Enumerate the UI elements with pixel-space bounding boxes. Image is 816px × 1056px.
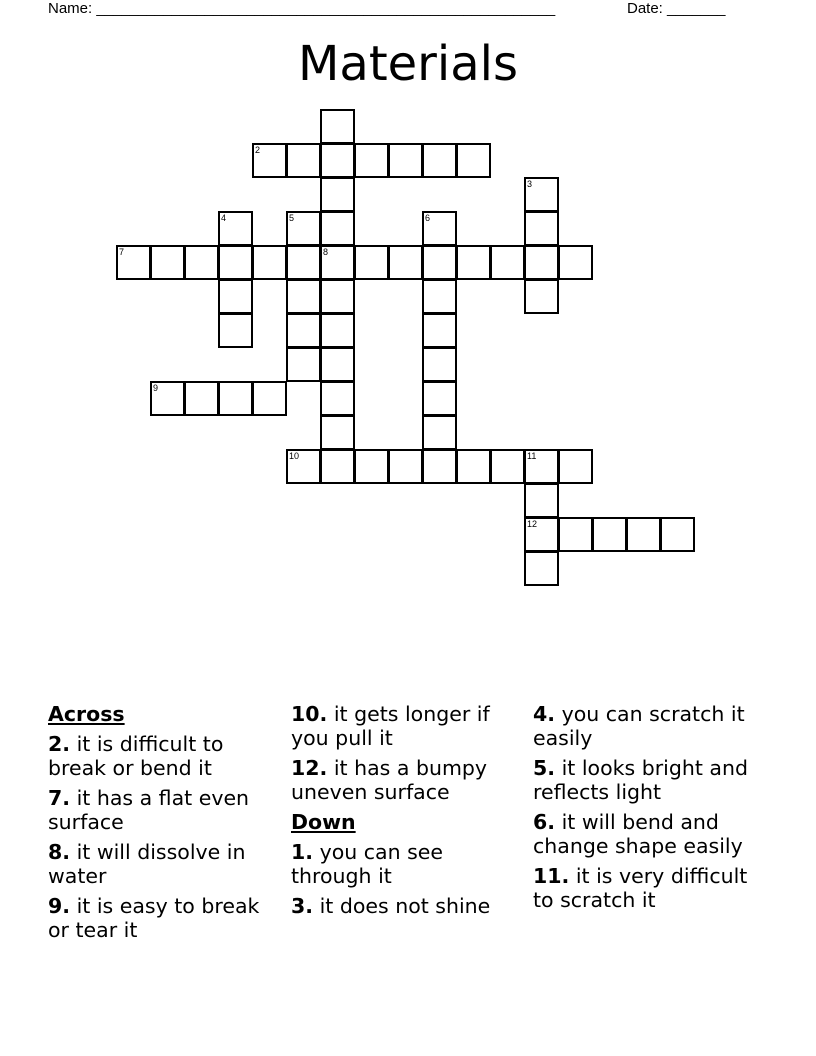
grid-cell[interactable] xyxy=(558,245,593,280)
grid-cell[interactable] xyxy=(320,415,355,450)
grid-cell-7[interactable] xyxy=(116,245,151,280)
grid-cell-11[interactable] xyxy=(524,449,559,484)
grid-cell[interactable] xyxy=(422,347,457,382)
grid-cell[interactable] xyxy=(388,143,423,178)
clue-down-1 xyxy=(291,840,523,888)
grid-cell[interactable] xyxy=(320,347,355,382)
grid-cell[interactable] xyxy=(286,313,321,348)
grid-cell-5[interactable] xyxy=(286,211,321,246)
grid-cell[interactable] xyxy=(422,143,457,178)
clue-text: it gets longer if you pull it xyxy=(291,702,490,750)
grid-cell[interactable] xyxy=(354,449,389,484)
clue-down-6 xyxy=(533,810,765,858)
grid-cell[interactable] xyxy=(320,449,355,484)
grid-cell[interactable] xyxy=(218,313,253,348)
grid-cell-4[interactable] xyxy=(218,211,253,246)
clue-text: it has a flat even surface xyxy=(48,786,250,834)
cell-number: 7 xyxy=(119,247,125,257)
clue-text: it is difficult to break or bend it xyxy=(48,732,224,780)
grid-cell[interactable] xyxy=(286,347,321,382)
clue-across-2 xyxy=(48,732,280,780)
clue-down-3 xyxy=(291,894,523,918)
cell-number: 9 xyxy=(153,383,159,393)
grid-cell[interactable] xyxy=(218,245,253,280)
clue-number: 8. xyxy=(48,840,71,864)
grid-cell[interactable] xyxy=(524,279,559,314)
clue-text: it does not shine xyxy=(319,894,491,918)
clue-text: it will bend and change shape easily xyxy=(533,810,743,858)
page-title: Materials xyxy=(297,36,518,92)
clue-number: 3. xyxy=(291,894,314,918)
clue-text: it looks bright and reflects light xyxy=(533,756,748,804)
clue-text: it is very difficult to scratch it xyxy=(533,864,748,912)
grid-cell[interactable] xyxy=(252,381,287,416)
clue-down-5 xyxy=(533,756,765,804)
grid-cell[interactable] xyxy=(558,517,593,552)
grid-cell[interactable] xyxy=(286,279,321,314)
grid-cell[interactable] xyxy=(150,245,185,280)
grid-cell[interactable] xyxy=(354,245,389,280)
grid-cell[interactable] xyxy=(524,551,559,586)
clue-number: 2. xyxy=(48,732,71,756)
grid-cell[interactable] xyxy=(592,517,627,552)
grid-cell-10[interactable] xyxy=(286,449,321,484)
grid-cell[interactable] xyxy=(320,313,355,348)
clue-text: you can scratch it easily xyxy=(533,702,745,750)
grid-cell-8[interactable] xyxy=(320,245,355,280)
grid-cell[interactable] xyxy=(558,449,593,484)
cell-number: 8 xyxy=(323,247,329,257)
grid-cell[interactable] xyxy=(422,415,457,450)
grid-cell[interactable] xyxy=(490,449,525,484)
grid-cell[interactable] xyxy=(490,245,525,280)
clue-down-11 xyxy=(533,864,765,912)
grid-cell[interactable] xyxy=(422,245,457,280)
grid-cell[interactable] xyxy=(388,449,423,484)
cell-number: 10 xyxy=(289,451,300,461)
clue-across-10 xyxy=(291,702,523,750)
clue-number: 1. xyxy=(291,840,314,864)
grid-cell[interactable] xyxy=(320,177,355,212)
clue-column-3 xyxy=(533,702,765,912)
grid-cell-6[interactable] xyxy=(422,211,457,246)
clue-column-2 xyxy=(291,702,523,918)
grid-cell[interactable] xyxy=(320,109,355,144)
grid-cell[interactable] xyxy=(320,143,355,178)
clue-down-4 xyxy=(533,702,765,750)
grid-cell[interactable] xyxy=(184,381,219,416)
clue-across-7 xyxy=(48,786,280,834)
grid-cell[interactable] xyxy=(218,279,253,314)
clue-across-9 xyxy=(48,894,280,942)
grid-cell[interactable] xyxy=(456,143,491,178)
grid-cell[interactable] xyxy=(456,449,491,484)
grid-cell[interactable] xyxy=(252,245,287,280)
grid-cell[interactable] xyxy=(524,483,559,518)
grid-cell[interactable] xyxy=(422,313,457,348)
cell-number: 5 xyxy=(289,213,295,223)
clue-number: 12. xyxy=(291,756,328,780)
cell-number: 4 xyxy=(221,213,227,223)
clue-number: 11. xyxy=(533,864,570,888)
clue-across-8 xyxy=(48,840,280,888)
grid-cell-9[interactable] xyxy=(150,381,185,416)
grid-cell[interactable] xyxy=(354,143,389,178)
clue-number: 4. xyxy=(533,702,556,726)
grid-cell[interactable] xyxy=(456,245,491,280)
clue-number: 6. xyxy=(533,810,556,834)
clue-number: 7. xyxy=(48,786,71,810)
grid-cell[interactable] xyxy=(422,449,457,484)
date-field[interactable]: Date: _______ xyxy=(627,0,726,17)
grid-cell[interactable] xyxy=(524,245,559,280)
grid-cell[interactable] xyxy=(286,143,321,178)
clue-number: 10. xyxy=(291,702,328,726)
grid-cell-2[interactable] xyxy=(252,143,287,178)
name-field[interactable]: Name: _______________________________________________________ xyxy=(48,0,556,17)
grid-cell[interactable] xyxy=(320,211,355,246)
cell-number: 11 xyxy=(527,451,537,461)
cell-number: 2 xyxy=(255,145,261,155)
cell-number: 12 xyxy=(527,519,538,529)
grid-cell[interactable] xyxy=(626,517,661,552)
clue-text: it is easy to break or tear it xyxy=(48,894,260,942)
cell-number: 3 xyxy=(527,179,533,189)
grid-cell-3[interactable] xyxy=(524,177,559,212)
clue-text: it has a bumpy uneven surface xyxy=(291,756,488,804)
clue-across-12 xyxy=(291,756,523,804)
clue-number: 9. xyxy=(48,894,71,918)
grid-cell[interactable] xyxy=(218,381,253,416)
down-heading: Down xyxy=(291,810,356,834)
clue-number: 5. xyxy=(533,756,556,780)
clue-text: you can see through it xyxy=(291,840,444,888)
grid-cell[interactable] xyxy=(320,279,355,314)
grid-cell[interactable] xyxy=(524,211,559,246)
across-heading: Across xyxy=(48,702,125,726)
grid-cell[interactable] xyxy=(422,279,457,314)
cell-number: 6 xyxy=(425,213,431,223)
grid-cell-12[interactable] xyxy=(524,517,559,552)
grid-cell[interactable] xyxy=(184,245,219,280)
grid-cell[interactable] xyxy=(422,381,457,416)
clue-column-1 xyxy=(48,702,280,942)
grid-cell[interactable] xyxy=(286,245,321,280)
grid-cell[interactable] xyxy=(388,245,423,280)
grid-cell[interactable] xyxy=(320,381,355,416)
grid-cell[interactable] xyxy=(660,517,695,552)
clue-text: it will dissolve in water xyxy=(48,840,246,888)
